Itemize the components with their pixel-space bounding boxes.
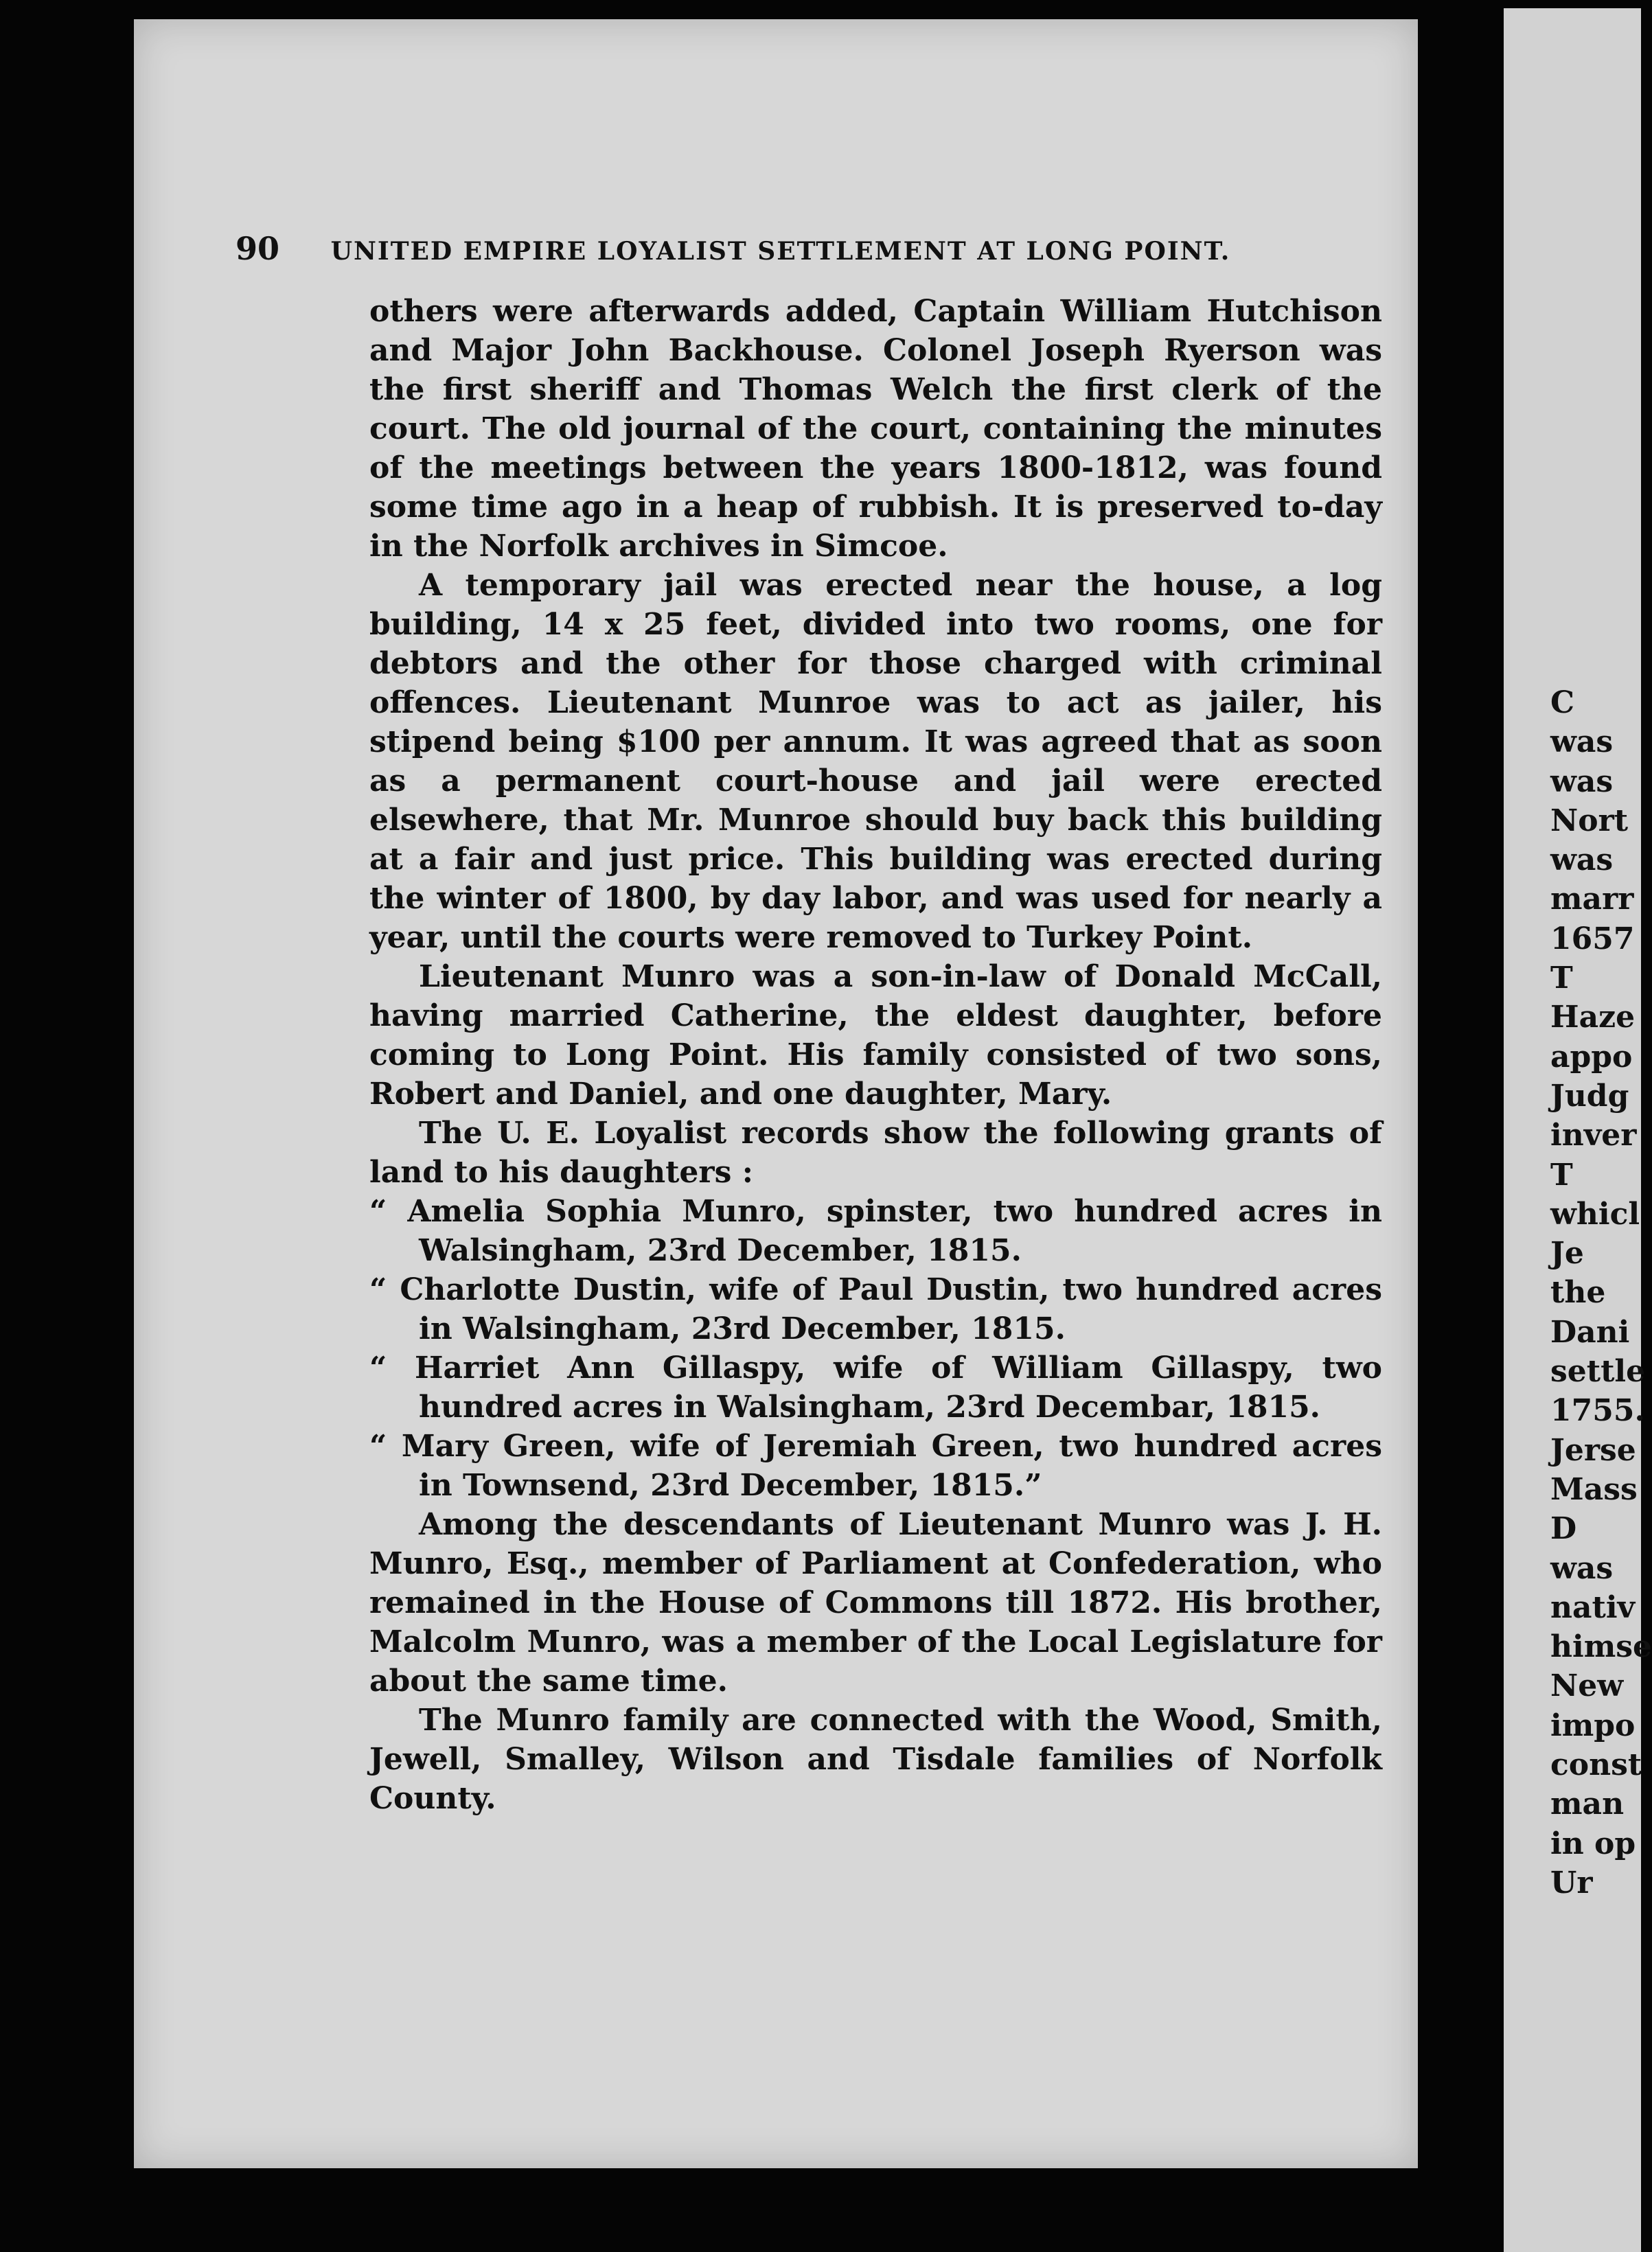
fragment-line: Je: [1550, 1236, 1584, 1272]
page-number: 90: [236, 230, 280, 267]
fragment-line: Nort: [1550, 803, 1629, 838]
fragment-line: nativ: [1550, 1589, 1636, 1625]
running-head-title: UNITED EMPIRE LOYALIST SETTLEMENT AT LONG POINT.: [330, 237, 1231, 266]
fragment-line: marr: [1550, 882, 1634, 917]
fragment-line: Judg: [1550, 1078, 1629, 1114]
fragment-line: C: [1550, 685, 1575, 720]
paragraph: Lieutenant Munro was a son-in-law of Donald McCall, having married Catherine, the eldest daughter, before coming to Long Point. His family consisted of two sons, Robert and Daniel, and one daughter, Mary.: [369, 959, 1382, 1112]
quoted-grant: “ Charlotte Dustin, wife of Paul Dustin, two hundred acres in Walsingham, 23rd December, 1815.: [369, 1272, 1382, 1346]
fragment-line: Jerse: [1550, 1432, 1636, 1468]
fragment-line: whicl: [1550, 1196, 1640, 1232]
fragment-line: New: [1550, 1668, 1624, 1704]
running-head: [236, 230, 1313, 267]
paragraph: others were afterwards added, Captain William Hutchison and Major John Backhouse. Colonel Joseph Ryerson was the first sheriff and Thomas Welch the first clerk of the court. The old journal of the court, containing the minutes of the meetings between the years 1800-1812, was found some time ago in a heap of rubbish. It is preserved to-day in the Norfolk archives in Simcoe.: [369, 294, 1382, 564]
fragment-line: was: [1550, 724, 1614, 760]
page-body-text: [369, 292, 1382, 1818]
right-page-text-fragments: [1550, 683, 1652, 1903]
paragraph: Among the descendants of Lieutenant Munro was J. H. Munro, Esq., member of Parliament at Confederation, who remained in the House of Commons till 1872. His brother, Malcolm Munro, was a member of the Local Legislature for about the same time.: [369, 1507, 1382, 1699]
fragment-line: was: [1550, 763, 1614, 799]
fragment-line: himse: [1550, 1629, 1652, 1665]
paragraph: The U. E. Loyalist records show the following grants of land to his daughters :: [369, 1116, 1382, 1190]
fragment-line: settle: [1550, 1354, 1646, 1390]
fragment-line: in op: [1550, 1826, 1636, 1861]
fragment-line: was: [1550, 1550, 1614, 1586]
fragment-line: appo: [1550, 1039, 1633, 1075]
quoted-grant: “ Amelia Sophia Munro, spinster, two hundred acres in Walsingham, 23rd December, 1815.: [369, 1194, 1382, 1268]
fragment-line: inver: [1550, 1118, 1637, 1153]
fragment-line: 1755.: [1550, 1393, 1645, 1429]
fragment-line: Dani: [1550, 1314, 1630, 1350]
fragment-line: was: [1550, 842, 1614, 878]
paragraph: A temporary jail was erected near the house, a log building, 14 x 25 feet, divided into two rooms, one for debtors and the other for those charged with criminal offences. Lieutenant Munroe was to act as jailer, his stipend being $100 per annum. It was agreed that as soon as a permanent court-house and jail were erected elsewhere, that Mr. Munroe should buy back this building at a fair and just price. This building was erected during the winter of 1800, by day labor, and was used for nearly a year, until the courts were removed to Turkey Point.: [369, 568, 1382, 955]
fragment-line: T: [1550, 1157, 1573, 1193]
fragment-line: 1657: [1550, 921, 1635, 956]
fragment-line: Ur: [1550, 1865, 1593, 1900]
fragment-line: T: [1550, 961, 1573, 996]
fragment-line: const: [1550, 1747, 1642, 1783]
fragment-line: D: [1550, 1511, 1577, 1547]
fragment-line: the: [1550, 1275, 1606, 1311]
paragraph: The Munro family are connected with the Wood, Smith, Jewell, Smalley, Wilson and Tisdale families of Norfolk County.: [369, 1703, 1382, 1816]
fragment-line: man: [1550, 1786, 1625, 1822]
fragment-line: impo: [1550, 1708, 1636, 1743]
fragment-line: Mass: [1550, 1471, 1638, 1507]
quoted-grant: “ Mary Green, wife of Jeremiah Green, two hundred acres in Townsend, 23rd December, 1815.”: [369, 1429, 1382, 1503]
quoted-grant: “ Harriet Ann Gillaspy, wife of William Gillaspy, two hundred acres in Walsingham, 23rd Decembar, 1815.: [369, 1351, 1382, 1425]
fragment-line: Haze: [1550, 1000, 1636, 1035]
